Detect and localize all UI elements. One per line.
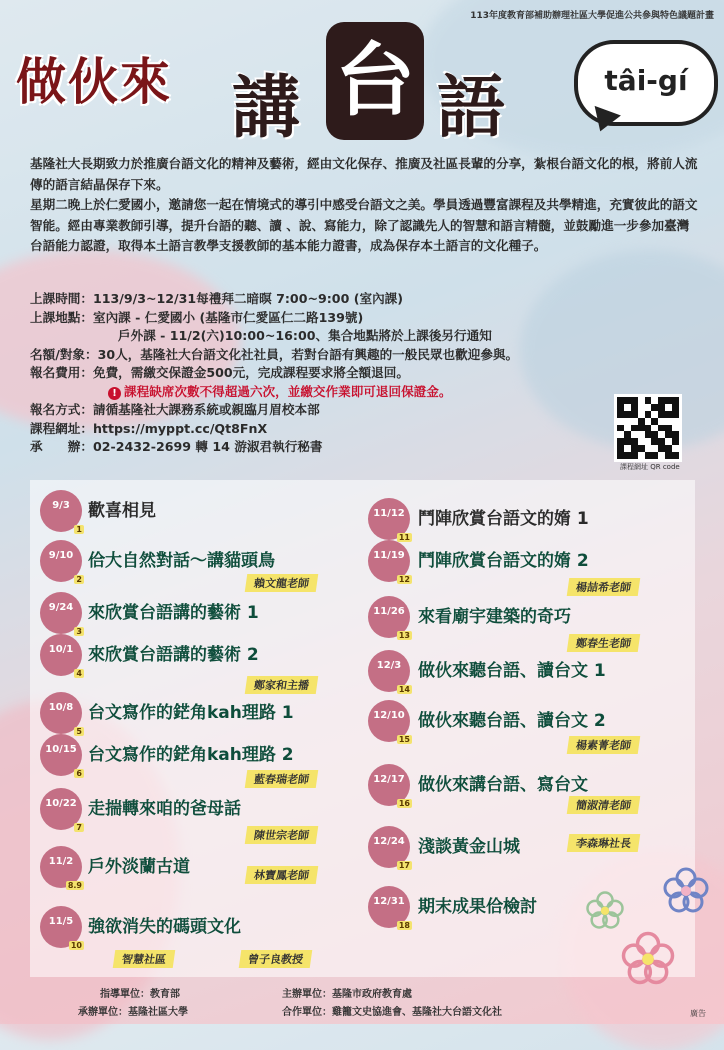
lesson-number: 11: [398, 533, 410, 542]
ad-label: 廣告: [690, 1009, 706, 1018]
title-char-jiang: 講: [232, 69, 301, 148]
title-prefix: 做伙來: [16, 53, 172, 111]
lesson-topic: 強欲消失的碼頭文化: [88, 917, 241, 937]
lesson-teacher: 簡淑清老師: [567, 796, 641, 814]
warning-text: 課程缺席次數不得超過六次，並繳交作業即可退回保證金。: [124, 383, 452, 399]
lesson-topic: 做伙來聽台語、讀台文 2: [418, 711, 606, 731]
date-badge: [40, 592, 82, 634]
date-text: 10/22: [45, 798, 77, 809]
flower-icon: [662, 866, 710, 914]
lesson-topic: 歡喜相見: [88, 501, 156, 521]
title-char-tai: 台: [326, 22, 424, 140]
lesson-topic: 期末成果佮檢討: [418, 897, 537, 917]
date-text: 9/3: [52, 500, 70, 511]
date-text: 12/31: [373, 896, 405, 907]
lesson-topic: 台文寫作的鋩角kah理路 2: [88, 745, 294, 765]
date-text: 9/24: [48, 602, 74, 613]
date-badge: [40, 906, 82, 948]
date-badge: [40, 490, 82, 532]
lesson-teacher: 楊素菁老師: [567, 736, 641, 754]
info-url[interactable]: 課程網址：https://myppt.cc/Qt8FnX: [30, 420, 268, 436]
date-badge: [368, 650, 410, 692]
date-badge: [40, 788, 82, 830]
lesson-topic: 來看廟宇建築的奇巧: [418, 607, 571, 627]
info-signup: 報名方式：請循基隆社大課務系統或親臨月眉校本部: [30, 402, 320, 417]
lesson-number: 4: [76, 669, 82, 678]
lesson-topic: 台文寫作的鋩角kah理路 1: [88, 703, 294, 723]
lesson-number: 17: [398, 861, 410, 870]
date-badge: [40, 846, 82, 888]
lesson-teacher: 藍春瑞老師: [245, 770, 319, 788]
lesson-topic: 佮大自然對話～講貓頭鳥: [88, 551, 275, 571]
date-badge: [368, 886, 410, 928]
lesson-number: 1: [76, 525, 82, 534]
date-badge: [40, 540, 82, 582]
intro-paragraph-2: 星期二晚上於仁愛國小，邀請您一起在情境式的導引中感受台語文之美。學員透過豐富課程及共學精進，充實彼此的語文智能。經由專業教師引導，提升台語的聽、讀 、說、寫能力，除了認識先人的智慧和語言精髓，並鼓勵進一步參加臺灣台語能力認證，取得本土語言教學支援教師的基本能力證書，成為保存本土語言的文化種子。: [30, 197, 698, 253]
lesson-number: 6: [76, 769, 82, 778]
footer-guide: 指導單位：教育部: [100, 989, 180, 1000]
lesson-topic: 做伙來講台語、寫台文: [418, 775, 588, 795]
info-warning: [30, 383, 710, 402]
date-badge: [40, 634, 82, 676]
info-fee: 報名費用：免費，需繳交保證金500元，完成課程要求將全額退回。: [30, 365, 409, 380]
lesson-number: 12: [398, 575, 410, 584]
lesson-teacher: 陳世宗老師: [245, 826, 319, 844]
date-text: 11/26: [373, 606, 405, 617]
lesson-number: 16: [398, 799, 410, 808]
lesson-topic: 戶外淡蘭古道: [88, 857, 190, 877]
lesson-teacher: 李森琳社長: [567, 834, 641, 852]
lesson-number: 10: [70, 941, 82, 950]
date-badge: [368, 596, 410, 638]
date-text: 10/8: [48, 702, 74, 713]
date-badge: [368, 498, 410, 540]
date-text: 11/12: [373, 508, 405, 519]
info-place: 上課地點：室內課 - 仁愛國小 (基隆市仁愛區仁二路139號): [30, 309, 364, 325]
lesson-topic: 淺談黃金山城: [418, 837, 520, 857]
date-text: 10/1: [48, 644, 74, 655]
exclamation-icon: !: [108, 387, 121, 400]
date-text: 11/19: [373, 550, 405, 561]
lesson-teacher: 曾子良教授: [239, 950, 313, 968]
lesson-number: 13: [398, 631, 410, 640]
lesson-number: 3: [76, 627, 82, 636]
lesson-teacher: 林寶鳳老師: [245, 866, 319, 884]
lesson-topic: 走揣轉來咱的爸母話: [88, 799, 241, 819]
project-note: 113年度教育部補助辦理社區大學促進公共參與特色議題計畫: [470, 11, 714, 21]
date-text: 11/5: [48, 916, 74, 927]
info-contact: 承 辦：02-2432-2699 轉 14 游淑君執行秘書: [30, 439, 323, 454]
date-badge: [368, 826, 410, 868]
date-text: 12/24: [373, 836, 405, 847]
lesson-teacher: 賴文龍老師: [245, 574, 319, 592]
lesson-topic: 來欣賞台語講的藝術 2: [88, 645, 259, 665]
lesson-topic: 做伙來聽台語、讀台文 1: [418, 661, 606, 681]
lesson-topic: 來欣賞台語講的藝術 1: [88, 603, 259, 623]
date-badge: [368, 764, 410, 806]
date-text: 12/3: [376, 660, 402, 671]
lesson-topic: 鬥陣欣賞台語文的媠 1: [418, 509, 589, 529]
lesson-number: 15: [398, 735, 410, 744]
date-badge: [368, 700, 410, 742]
footer-organizer: 承辦單位：基隆社區大學: [78, 1007, 188, 1018]
footer: [0, 985, 724, 1024]
lesson-number: 18: [398, 921, 410, 930]
info-outdoor: 戶外課 - 11/2(六)10:00~16:00、集合地點將於上課後另行通知: [118, 328, 492, 343]
lesson-extra: 智慧社區: [113, 950, 176, 968]
intro-text: [30, 154, 700, 257]
course-info: [30, 290, 710, 457]
speech-bubble: tâi-gí: [574, 40, 718, 126]
qr-code-icon[interactable]: [614, 394, 682, 462]
lesson-number: 7: [76, 823, 82, 832]
date-text: 12/10: [373, 710, 405, 721]
lesson-teacher: 鄭春生老師: [567, 634, 641, 652]
lesson-number: 2: [76, 575, 82, 584]
date-text: 9/10: [48, 550, 74, 561]
lesson-number: 14: [398, 685, 410, 694]
lesson-number: 5: [76, 727, 82, 736]
date-text: 11/2: [48, 856, 74, 867]
info-quota: 名額/對象：30人，基隆社大台語文化社社員，若對台語有興趣的一般民眾也歡迎參與。: [30, 346, 519, 362]
date-badge: [40, 692, 82, 734]
date-badge: [368, 540, 410, 582]
footer-host: 主辦單位：基隆市政府教育處: [282, 989, 412, 1000]
lesson-teacher: 鄭家和主播: [245, 676, 319, 694]
flower-icon: [620, 930, 676, 986]
lesson-topic: 鬥陣欣賞台語文的媠 2: [418, 551, 589, 571]
qr-label: 課程網址 QR code: [620, 463, 680, 471]
lesson-teacher: 楊喆希老師: [567, 578, 641, 596]
footer-partner: 合作單位：雞籠文史協進會、基隆社大台語文化社: [282, 1007, 502, 1018]
intro-paragraph-1: 基隆社大長期致力於推廣台語文化的精神及藝術，經由文化保存、推廣及社區長輩的分享，紮根台語文化的根，將前人流傳的語言結晶保存下來。: [30, 156, 698, 192]
date-badge: [40, 734, 82, 776]
flower-icon: [585, 890, 625, 930]
date-text: 10/15: [45, 744, 77, 755]
date-text: 12/17: [373, 774, 405, 785]
info-time: 上課時間：113/9/3~12/31每禮拜二暗暝 7:00~9:00 (室內課): [30, 291, 404, 306]
title-char-yu: 語: [437, 69, 506, 148]
lesson-number: 8.9: [67, 881, 82, 890]
